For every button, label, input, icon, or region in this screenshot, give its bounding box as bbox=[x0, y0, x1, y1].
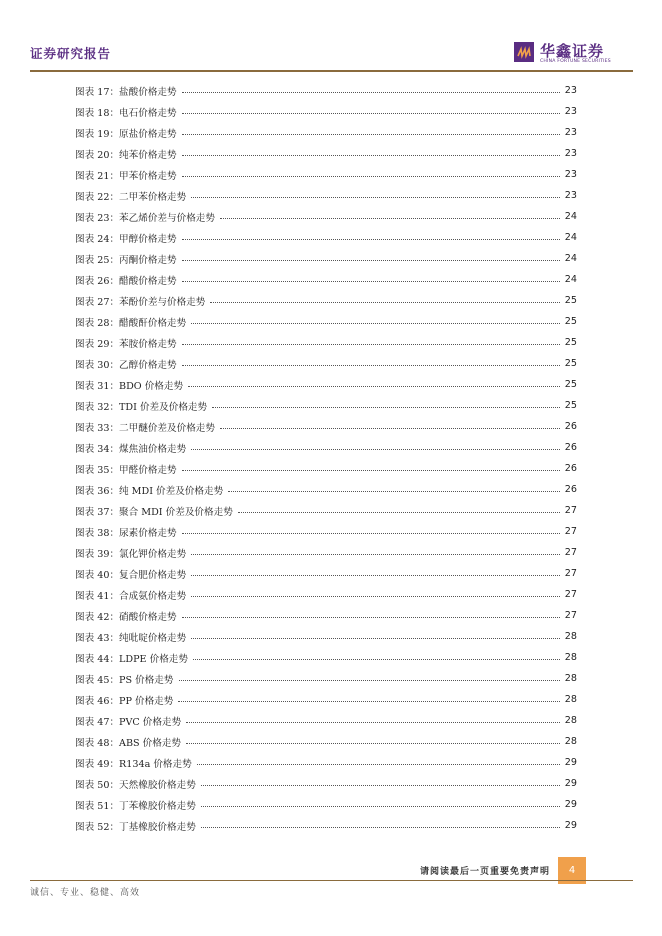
toc-entry-label: 图表 46：PP 价格走势 bbox=[75, 695, 174, 707]
toc-entry-page: 28 bbox=[564, 715, 577, 726]
toc-entry-page: 29 bbox=[564, 757, 577, 768]
toc-entry[interactable] bbox=[75, 206, 577, 227]
toc-entry-label: 图表 34：煤焦油价格走势 bbox=[75, 443, 187, 455]
toc-entry-label: 图表 37：聚合 MDI 价差及价格走势 bbox=[75, 506, 233, 518]
toc-entry-label: 图表 18：电石价格走势 bbox=[75, 107, 177, 119]
toc-entry[interactable] bbox=[75, 437, 577, 458]
toc-entry[interactable] bbox=[75, 269, 577, 290]
toc-entry[interactable] bbox=[75, 122, 577, 143]
toc-dot-leader bbox=[210, 292, 560, 303]
logo-english-name: CHINA FORTUNE SECURITIES bbox=[540, 59, 611, 64]
page-number-badge: 4 bbox=[558, 857, 586, 884]
company-logo bbox=[514, 40, 644, 68]
toc-entry-page: 23 bbox=[564, 85, 577, 96]
toc-entry-page: 29 bbox=[564, 799, 577, 810]
toc-dot-leader bbox=[182, 103, 560, 114]
toc-entry-label: 图表 50：天然橡胶价格走势 bbox=[75, 779, 196, 791]
toc-entry-page: 27 bbox=[564, 547, 577, 558]
toc-entry-label: 图表 43：纯吡啶价格走势 bbox=[75, 632, 187, 644]
toc-entry-page: 23 bbox=[564, 148, 577, 159]
toc-entry[interactable] bbox=[75, 647, 577, 668]
toc-entry[interactable] bbox=[75, 689, 577, 710]
toc-entry-label: 图表 23：苯乙烯价差与价格走势 bbox=[75, 212, 215, 224]
toc-entry-label: 图表 27：苯酚价差与价格走势 bbox=[75, 296, 206, 308]
toc-dot-leader bbox=[182, 334, 560, 345]
toc-dot-leader bbox=[201, 796, 560, 807]
toc-dot-leader bbox=[191, 544, 560, 555]
toc-entry-page: 27 bbox=[564, 568, 577, 579]
toc-entry[interactable] bbox=[75, 794, 577, 815]
toc-entry[interactable] bbox=[75, 815, 577, 836]
toc-entry-page: 28 bbox=[564, 736, 577, 747]
toc-entry-label: 图表 30：乙醇价格走势 bbox=[75, 359, 177, 371]
toc-dot-leader bbox=[182, 607, 560, 618]
toc-entry-label: 图表 47：PVC 价格走势 bbox=[75, 716, 182, 728]
toc-dot-leader bbox=[182, 523, 560, 534]
footer-divider bbox=[30, 880, 633, 881]
toc-entry[interactable] bbox=[75, 143, 577, 164]
toc-dot-leader bbox=[182, 460, 560, 471]
toc-dot-leader bbox=[182, 250, 560, 261]
toc-entry-label: 图表 24：甲醇价格走势 bbox=[75, 233, 177, 245]
toc-entry-page: 25 bbox=[564, 400, 577, 411]
toc-entry-label: 图表 19：原盐价格走势 bbox=[75, 128, 177, 140]
toc-dot-leader bbox=[186, 733, 560, 744]
toc-entry[interactable] bbox=[75, 101, 577, 122]
toc-entry-page: 24 bbox=[564, 253, 577, 264]
toc-entry-label: 图表 38：尿素价格走势 bbox=[75, 527, 177, 539]
toc-entry[interactable] bbox=[75, 500, 577, 521]
toc-entry-label: 图表 42：硝酸价格走势 bbox=[75, 611, 177, 623]
toc-entry[interactable] bbox=[75, 395, 577, 416]
toc-dot-leader bbox=[182, 124, 560, 135]
toc-dot-leader bbox=[193, 649, 560, 660]
toc-entry-label: 图表 25：丙酮价格走势 bbox=[75, 254, 177, 266]
toc-entry[interactable] bbox=[75, 752, 577, 773]
toc-dot-leader bbox=[186, 712, 560, 723]
toc-entry[interactable] bbox=[75, 710, 577, 731]
toc-dot-leader bbox=[228, 481, 560, 492]
toc-entry-page: 23 bbox=[564, 169, 577, 180]
toc-entry-page: 27 bbox=[564, 610, 577, 621]
toc-dot-leader bbox=[188, 376, 560, 387]
toc-entry-label: 图表 52：丁基橡胶价格走势 bbox=[75, 821, 196, 833]
logo-chinese-name: 华鑫证券 bbox=[540, 42, 605, 60]
toc-entry-page: 26 bbox=[564, 484, 577, 495]
toc-entry[interactable] bbox=[75, 311, 577, 332]
toc-dot-leader bbox=[182, 271, 560, 282]
toc-dot-leader bbox=[201, 775, 560, 786]
toc-entry-label: 图表 20：纯苯价格走势 bbox=[75, 149, 177, 161]
logo-mark-icon bbox=[514, 42, 534, 62]
toc-entry-label: 图表 17：盐酸价格走势 bbox=[75, 86, 177, 98]
toc-entry-page: 23 bbox=[564, 190, 577, 201]
toc-entry-label: 图表 21：甲苯价格走势 bbox=[75, 170, 177, 182]
toc-dot-leader bbox=[191, 586, 560, 597]
toc-entry[interactable] bbox=[75, 227, 577, 248]
toc-entry-label: 图表 22：二甲苯价格走势 bbox=[75, 191, 187, 203]
toc-entry-label: 图表 45：PS 价格走势 bbox=[75, 674, 174, 686]
toc-entry[interactable] bbox=[75, 563, 577, 584]
toc-entry-label: 图表 39：氯化钾价格走势 bbox=[75, 548, 187, 560]
toc-entry[interactable] bbox=[75, 626, 577, 647]
toc-dot-leader bbox=[182, 166, 560, 177]
toc-entry[interactable] bbox=[75, 290, 577, 311]
toc-entry[interactable] bbox=[75, 605, 577, 626]
footer-slogan: 诚信、专业、稳健、高效 bbox=[30, 888, 141, 898]
toc-entry[interactable] bbox=[75, 416, 577, 437]
toc-entry-label: 图表 36：纯 MDI 价差及价格走势 bbox=[75, 485, 224, 497]
toc-entry-label: 图表 31：BDO 价格走势 bbox=[75, 380, 184, 392]
toc-dot-leader bbox=[201, 817, 560, 828]
toc-dot-leader bbox=[238, 502, 560, 513]
toc-entry-label: 图表 40：复合肥价格走势 bbox=[75, 569, 187, 581]
toc-entry-label: 图表 26：醋酸价格走势 bbox=[75, 275, 177, 287]
toc-entry-label: 图表 32：TDI 价差及价格走势 bbox=[75, 401, 208, 413]
toc-entry[interactable] bbox=[75, 479, 577, 500]
toc-entry-label: 图表 33：二甲醚价差及价格走势 bbox=[75, 422, 215, 434]
toc-entry-page: 27 bbox=[564, 589, 577, 600]
header-divider bbox=[30, 70, 633, 72]
toc-entry[interactable] bbox=[75, 332, 577, 353]
toc-entry-page: 25 bbox=[564, 358, 577, 369]
table-of-figures bbox=[75, 80, 577, 836]
toc-entry[interactable] bbox=[75, 542, 577, 563]
toc-entry-label: 图表 51：丁苯橡胶价格走势 bbox=[75, 800, 196, 812]
toc-dot-leader bbox=[182, 145, 560, 156]
toc-entry[interactable] bbox=[75, 458, 577, 479]
toc-dot-leader bbox=[220, 208, 560, 219]
toc-dot-leader bbox=[182, 229, 560, 240]
toc-entry-page: 29 bbox=[564, 778, 577, 789]
toc-entry-label: 图表 44：LDPE 价格走势 bbox=[75, 653, 188, 665]
toc-dot-leader bbox=[182, 355, 560, 366]
toc-dot-leader bbox=[191, 313, 560, 324]
toc-entry[interactable] bbox=[75, 584, 577, 605]
toc-dot-leader bbox=[191, 628, 560, 639]
toc-dot-leader bbox=[182, 82, 560, 93]
toc-entry-label: 图表 49：R134a 价格走势 bbox=[75, 758, 192, 770]
toc-entry-page: 28 bbox=[564, 631, 577, 642]
toc-entry[interactable] bbox=[75, 731, 577, 752]
toc-entry-page: 25 bbox=[564, 379, 577, 390]
toc-dot-leader bbox=[220, 418, 560, 429]
toc-entry[interactable] bbox=[75, 248, 577, 269]
toc-entry-page: 24 bbox=[564, 274, 577, 285]
toc-dot-leader bbox=[179, 670, 561, 681]
toc-entry-page: 25 bbox=[564, 295, 577, 306]
report-header-title: 证券研究报告 bbox=[30, 46, 112, 61]
toc-entry[interactable] bbox=[75, 668, 577, 689]
toc-dot-leader bbox=[191, 187, 560, 198]
toc-entry[interactable] bbox=[75, 185, 577, 206]
toc-entry-page: 29 bbox=[564, 820, 577, 831]
toc-entry-label: 图表 35：甲醛价格走势 bbox=[75, 464, 177, 476]
toc-entry-page: 24 bbox=[564, 232, 577, 243]
toc-entry-label: 图表 41：合成氨价格走势 bbox=[75, 590, 187, 602]
toc-entry-page: 23 bbox=[564, 106, 577, 117]
toc-entry[interactable] bbox=[75, 164, 577, 185]
toc-entry-page: 26 bbox=[564, 442, 577, 453]
toc-entry-page: 28 bbox=[564, 694, 577, 705]
toc-dot-leader bbox=[197, 754, 560, 765]
toc-entry-page: 23 bbox=[564, 127, 577, 138]
toc-entry[interactable] bbox=[75, 80, 577, 101]
toc-entry-label: 图表 28：醋酸酐价格走势 bbox=[75, 317, 187, 329]
disclaimer-note: 请阅读最后一页重要免责声明 bbox=[419, 867, 550, 877]
toc-entry-page: 24 bbox=[564, 211, 577, 222]
toc-entry-label: 图表 48：ABS 价格走势 bbox=[75, 737, 182, 749]
toc-entry-page: 26 bbox=[564, 463, 577, 474]
toc-entry[interactable] bbox=[75, 374, 577, 395]
toc-entry-label: 图表 29：苯胺价格走势 bbox=[75, 338, 177, 350]
toc-entry-page: 28 bbox=[564, 673, 577, 684]
toc-dot-leader bbox=[191, 565, 560, 576]
toc-entry-page: 27 bbox=[564, 526, 577, 537]
toc-entry-page: 27 bbox=[564, 505, 577, 516]
toc-entry-page: 26 bbox=[564, 421, 577, 432]
toc-dot-leader bbox=[191, 439, 560, 450]
toc-entry[interactable] bbox=[75, 521, 577, 542]
toc-entry[interactable] bbox=[75, 773, 577, 794]
toc-dot-leader bbox=[212, 397, 560, 408]
toc-entry-page: 25 bbox=[564, 337, 577, 348]
toc-entry-page: 28 bbox=[564, 652, 577, 663]
toc-dot-leader bbox=[178, 691, 560, 702]
toc-entry-page: 25 bbox=[564, 316, 577, 327]
toc-entry[interactable] bbox=[75, 353, 577, 374]
